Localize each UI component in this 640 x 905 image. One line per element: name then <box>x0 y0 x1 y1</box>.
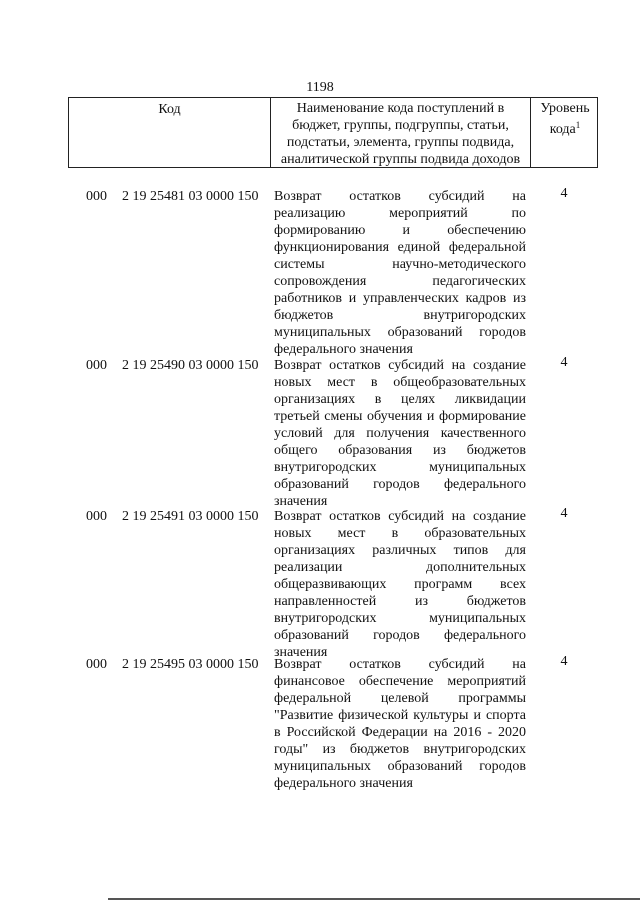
row-income-code: 2 19 25491 03 0000 150 <box>122 509 259 524</box>
row-level: 4 <box>560 506 568 521</box>
page-number: 1198 <box>306 80 334 95</box>
row-description: Возврат остатков субсидий на реализацию мероприятий по формированию и обеспечению функционирования единой федеральной системы научно-методического сопровождения педагогических работников и управленческих кадров из бюджетов внутригородских муниципальных образований городов федерального значения <box>274 189 526 357</box>
row-admin-code: 000 <box>86 189 107 204</box>
row-level: 4 <box>560 654 568 669</box>
table-header <box>68 97 598 168</box>
row-level: 4 <box>560 186 568 201</box>
row-income-code: 2 19 25490 03 0000 150 <box>122 358 259 373</box>
header-code: Код <box>69 98 271 167</box>
row-income-code: 2 19 25481 03 0000 150 <box>122 189 259 204</box>
header-level <box>531 98 599 167</box>
row-admin-code: 000 <box>86 509 107 524</box>
header-level-footnote: 1 <box>575 120 581 130</box>
bottom-rule <box>108 898 640 900</box>
row-description: Возврат остатков субсидий на создание новых мест в общеобразовательных организациях в целях ликвидации третьей смены обучения и формирование условий для получения качественного общего образования из бюджетов внутригородских муниципальных образований городов федерального значения <box>274 358 526 509</box>
row-income-code: 2 19 25495 03 0000 150 <box>122 657 259 672</box>
row-level: 4 <box>560 355 568 370</box>
row-admin-code: 000 <box>86 358 107 373</box>
row-description: Возврат остатков субсидий на создание новых мест в образовательных организациях различных типов для реализации дополнительных общеразвивающих программ всех направленностей из бюджетов внутригородских муниципальных образований городов федерального значения <box>274 509 526 660</box>
header-level-label: Уровень кода <box>540 101 590 137</box>
row-admin-code: 000 <box>86 657 107 672</box>
header-name: Наименование кода поступлений в бюджет, группы, подгруппы, статьи, подстатьи, элемента, группы подвида, аналитической группы подвида доходов <box>271 98 531 167</box>
row-description: Возврат остатков субсидий на финансовое обеспечение мероприятий федеральной целевой программы "Развитие физической культуры и спорта в Российской Федерации на 2016 - 2020 годы" из бюджетов внутригородских муниципальных образований городов федерального значения <box>274 657 526 791</box>
